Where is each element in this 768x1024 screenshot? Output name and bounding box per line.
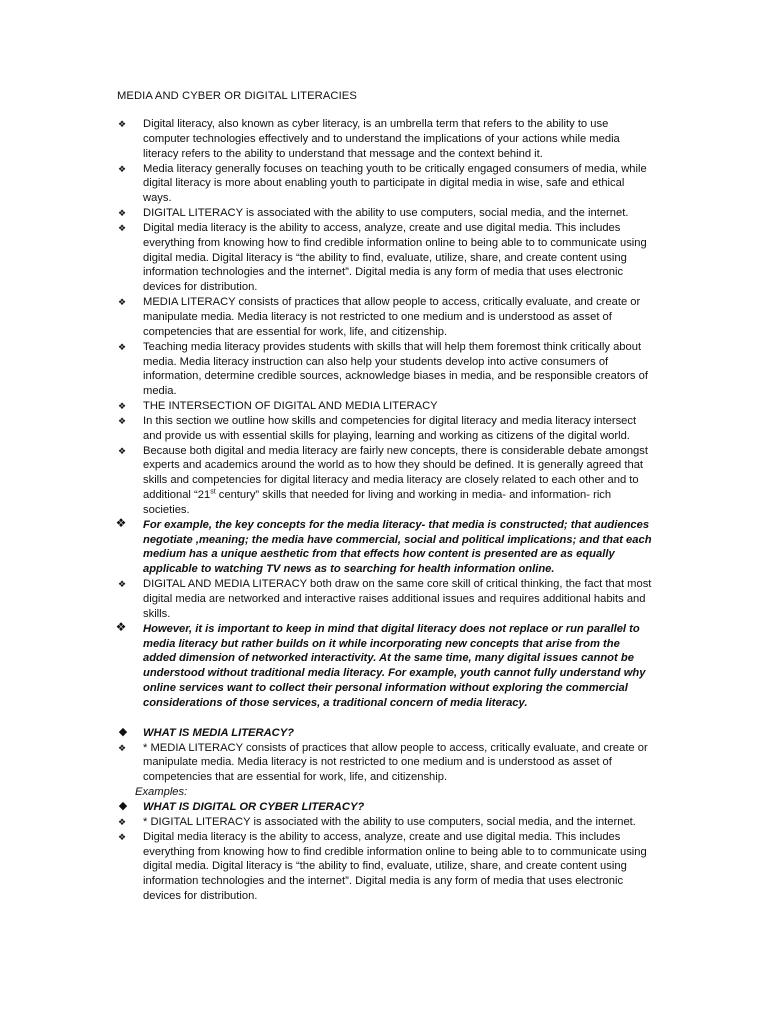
star-bullet-icon: ❖ [115,619,127,634]
paragraph: DIGITAL LITERACY is associated with the ability to use computers, social media, and the internet. [143,207,629,220]
star-bullet-icon: ❖ [117,163,127,174]
paragraph: MEDIA LITERACY consists of practices that allow people to access, critically evaluate, and create or manipulate media. Media literacy is not restricted to one medium and is understood as asset of competencies that are essential for work, life, and citizenship. [143,296,641,338]
star-bullet-icon: ❖ [117,119,127,129]
star-bullet-icon: ❖ [117,341,127,352]
paragraph-text: century” skills that needed for living and working in media- and information- rich societies. [143,489,612,516]
list-item [0,515,768,577]
list-item [0,726,768,741]
question-heading: WHAT IS DIGITAL OR CYBER LITERACY? [143,800,365,813]
paragraph-text: Because both digital and media literacy are fairly new concepts, there is considerable debate amongst experts and academics around the world as to how they should be defined. It is generally agreed that skills and competencies for digital literacy and media literacy are closely related to each other and to additional “21 [143,444,648,502]
list-item [0,815,768,830]
paragraph: Digital literacy, also known as cyber literacy, is an umbrella term that refers to the ability to use computer technologies effectively and to understand the implications of your actions while media literacy refers to the ability to understand that message and the context behind it. [143,118,620,160]
star-bullet-icon: ❖ [117,816,127,827]
list-item [0,221,768,295]
ordinal-superscript: st [210,488,216,496]
document-title: MEDIA AND CYBER OR DIGITAL LITERACIES [117,90,357,102]
star-bullet-icon: ❖ [117,445,127,456]
list-item [0,800,768,815]
list-item [0,577,768,622]
star-bullet-icon: ❖ [117,415,127,426]
star-bullet-icon: ❖ [115,515,127,530]
list-item [0,414,768,444]
paragraph [143,444,653,518]
list-item [0,295,768,340]
star-bullet-icon: ❖ [117,401,127,412]
spacer [0,711,768,726]
star-bullet-icon: ❖ [117,579,127,590]
star-bullet-icon: ❖ [117,208,127,219]
paragraph: Digital media literacy is the ability to access, analyze, create and use digital media. This includes everything from knowing how to find credible information online to being able to to communicate using digital media. Digital literacy is “the ability to find, evaluate, utilize, share, and create content using information technologies and the internet”. Digital media is any form of media that uses electronic devices for distribution. [143,221,647,294]
paragraph: DIGITAL AND MEDIA LITERACY both draw on the same core skill of critical thinking, the fact that most digital media are networked and interactive raises additional issues and requires additional habits and skills. [143,578,652,620]
question-heading: WHAT IS MEDIA LITERACY? [143,726,295,739]
list-item [0,399,768,414]
examples-label: Examples: [135,786,188,799]
list-item [0,206,768,221]
paragraph: * DIGITAL LITERACY is associated with the ability to use computers, social media, and the internet. [143,815,636,828]
star-bullet-icon: ❖ [117,742,127,753]
diamond-bullet-icon: ◆ [118,725,128,738]
list-item [0,619,768,711]
star-bullet-icon: ❖ [117,297,127,308]
section-heading: THE INTERSECTION OF DIGITAL AND MEDIA LITERACY [143,400,438,413]
star-bullet-icon: ❖ [117,222,127,233]
bullet-list [0,117,768,904]
paragraph: Teaching media literacy provides students with skills that will help them foremost think critically about media. Media literacy instruction can also help your students develop into active consumers of information, determine credible sources, acknowledge biases in media, and be responsible creators of media. [143,340,648,398]
paragraph: * MEDIA LITERACY consists of practices that allow people to access, critically evaluate, and create or manipulate media. Media literacy is not restricted to one medium and is understood as asset of competencies that are essential for work, life, and citizenship. [143,741,648,784]
list-item [0,830,768,904]
list-item [0,162,768,207]
emphasized-paragraph: However, it is important to keep in mind that digital literacy does not replace or run parallel to media literacy but rather builds on it while incorporating new concepts that arise from the added dimension of networked interactivity. At the same time, many digital issues cannot be understood without traditional media literacy. For example, youth cannot fully understand why online services want to collect their personal information without exploring the commercial considerations of those services, a traditional concern of media literacy. [143,622,646,709]
emphasized-paragraph: For example, the key concepts for the media literacy- that media is constructed; that audiences negotiate ,meaning; the media have commercial, social and political implications; and that each medium has a unique aesthetic from that effects how content is presented are as equally applicable to watching TV news as to searching for health information online. [143,518,652,576]
list-item [0,444,768,518]
list-item [0,741,768,786]
paragraph: Digital media literacy is the ability to access, analyze, create and use digital media. This includes everything from knowing how to find credible information online to being able to to communicate using digital media. Digital literacy is “the ability to find, evaluate, utilize, share, and create content using information technologies and the internet”. Digital media is any form of media that uses electronic devices for distribution. [143,830,647,903]
list-item [0,340,768,399]
diamond-bullet-icon: ◆ [118,799,128,812]
star-bullet-icon: ❖ [117,831,127,842]
paragraph: In this section we outline how skills and competencies for digital literacy and media literacy intersect and provide us with essential skills for playing, learning and working as citizens of the digital world. [143,414,637,442]
list-item [0,117,768,162]
paragraph: Media literacy generally focuses on teaching youth to be critically engaged consumers of media, while digital literacy is more about enabling youth to participate in digital media in wise, safe and ethical ways. [143,162,647,205]
